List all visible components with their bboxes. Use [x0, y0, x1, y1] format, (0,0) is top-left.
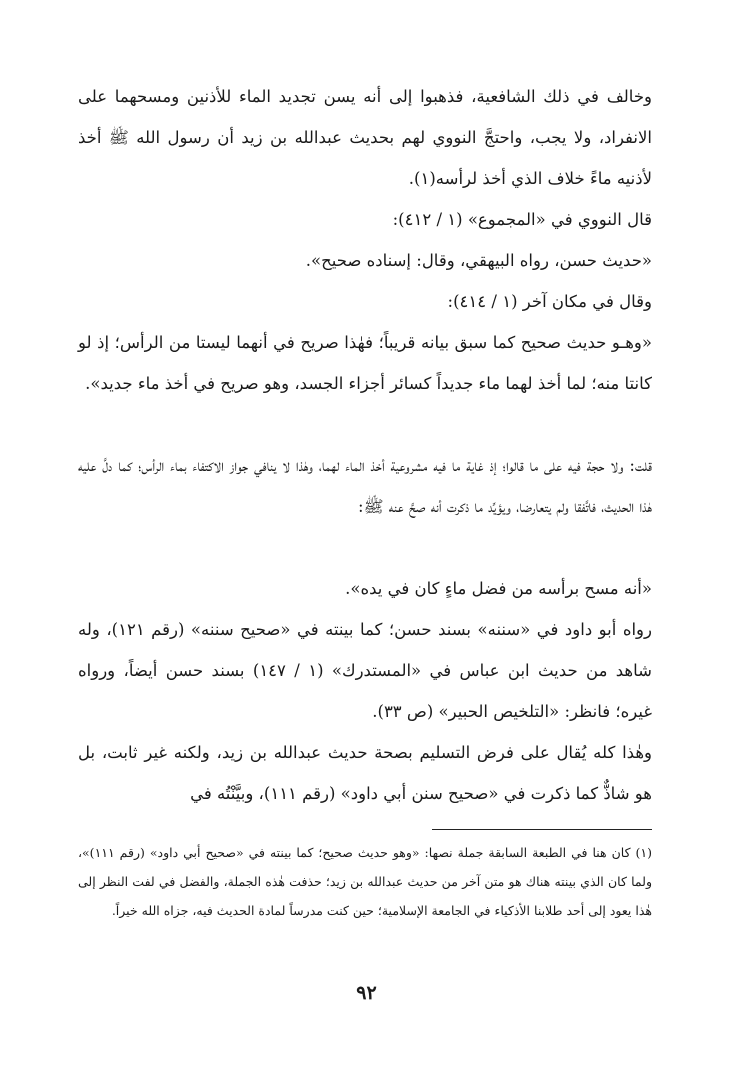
footnote-separator: [432, 829, 652, 830]
paragraph-wiped-head-quote: «أنه مسح برأسه من فضل ماءٍ كان في يده».: [345, 579, 652, 598]
paragraph-no-proof: قلت: ولا حجة فيه على ما قالوا؛ إذ غاية ما فيه مشروعية أخذ الماء لهما، وهٰذا لا ينافي جواز الاكتفاء بماء الرأس؛ كما دلَّ عليه هٰذا الحديث، فاتَّفقا ولم يتعارضا، ويؤيِّد ما ذكرت أنه صحَّ عنه ﷺ:: [78, 456, 652, 516]
paragraph-not-established: وهٰذا كله يُقال على فرض التسليم بصحة حديث عبدالله بن زيد، ولكنه غير ثابت، بل هو شاذٌّ كما ذكرت في «صحيح سنن أبي داود» (رقم ١١١)، وبيَّنْتُه في: [78, 743, 652, 803]
paragraph-nawawi-majmu: قال النووي في «المجموع» (١ / ٤١٢):: [392, 210, 652, 229]
footnote-1: (١) كان هنا في الطبعة السابقة جملة نصها: «وهو حديث صحيح؛ كما بينته في «صحيح أبي داود» (رقم ١١١)»، ولما كان الذي بينته هناك هو متن آخر من حديث عبدالله بن زيد؛ حذفت هٰذه الجملة، والفضل في لفت النظر إلى هٰذا يعود إلى أحد طلابنا الأذكياء في الجامعة الإسلامية؛ حين كنت مدرساً لمادة الحديث فيه، جزاه الله خيراً.: [78, 845, 652, 918]
paragraph-abu-dawud: رواه أبو داود في «سننه» بسند حسن؛ كما بينته في «صحيح سننه» (رقم ١٢١)، وله شاهد من حديث ابن عباس في «المستدرك» (١ / ١٤٧) بسند حسن أيضاً، ورواه غيره؛ فانظر: «التلخيص الحبير» (ص ٣٣).: [78, 620, 652, 721]
paragraph-shafiiya: وخالف في ذلك الشافعية، فذهبوا إلى أنه يسن تجديد الماء للأذنين ومسحهما على الانفراد، ولا يجب، واحتجَّ النووي لهم بحديث عبدالله بن زيد أن رسول الله ﷺ أخذ لأذنيه ماءً خلاف الذي أخذ لرأسه(١).: [78, 87, 652, 188]
paragraph-another-place: وقال في مكان آخر (١ / ٤١٤):: [447, 292, 652, 311]
paragraph-sahih-quote: «وهـو حديث صحيح كما سبق بيانه قريباً؛ فهٰذا صريح في أنهما ليستا من الرأس؛ إذ لو كانتا منه؛ لما أخذ لهما ماء جديداً كسائر أجزاء الجسد، وهو صريح في أخذ ماء جديد».: [78, 333, 652, 393]
page-number: ٩٢: [356, 982, 377, 1004]
paragraph-hadith-hasan-quote: «حديث حسن، رواه البيهقي، وقال: إسناده صحيح».: [305, 251, 652, 270]
